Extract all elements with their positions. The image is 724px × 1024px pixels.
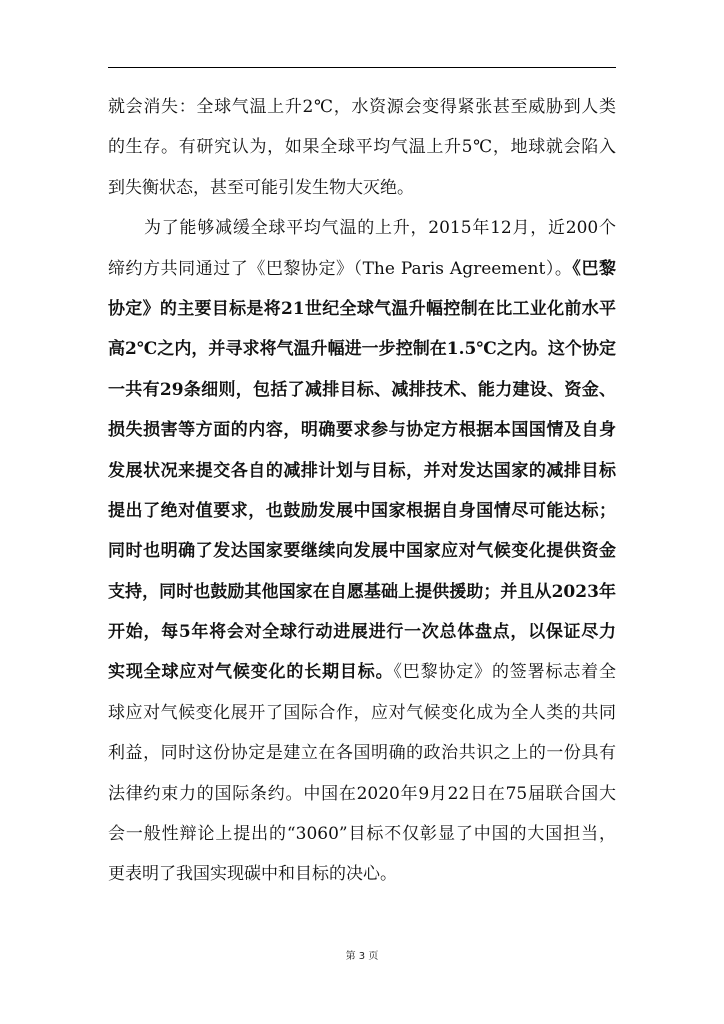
line-text: 一共有29条细则，包括了减排目标、减排技术、能力建设、资金、	[108, 379, 616, 400]
bold-line	[108, 370, 616, 410]
bold-line	[108, 531, 616, 571]
header-rule	[108, 67, 616, 68]
line-text: 高2℃之内，并寻求将气温升幅进一步控制在1.5℃之内。这个协定	[108, 339, 616, 360]
page-number: 第 3 页	[345, 951, 379, 962]
line-text: 球应对气候变化展开了国际合作，应对气候变化成为全人类的共同	[108, 702, 616, 723]
line-text: 提出了绝对值要求，也鼓励发展中国家根据自身国情尽可能达标；	[108, 500, 616, 521]
text-line	[108, 693, 616, 733]
bold-line	[108, 451, 616, 491]
paragraph-first-line	[108, 208, 616, 248]
text-line	[108, 814, 616, 854]
text-line	[108, 774, 616, 814]
line-text: 会一般性辩论上提出的“3060”目标不仅彰显了中国的大国担当，	[108, 824, 616, 845]
line-text: 就会消失：全球气温上升2℃，水资源会变得紧张甚至威胁到人类	[108, 97, 616, 117]
bold-line	[108, 329, 616, 369]
text-line	[108, 127, 616, 167]
bold-line	[108, 289, 616, 329]
line-text: 同时也明确了发达国家要继续向发展中国家应对气候变化提供资金	[108, 541, 616, 562]
text-line	[108, 733, 616, 773]
line-text: 损失损害等方面的内容，明确要求参与协定方根据本国国情及自身	[108, 420, 616, 441]
text-line	[108, 854, 616, 894]
text-line	[108, 168, 616, 208]
bold-line	[108, 410, 616, 450]
line-text: 为了能够减缓全球平均气温的上升，2015年12月，近200个	[144, 218, 616, 239]
bold-line	[108, 612, 616, 652]
bold-line	[108, 572, 616, 612]
bold-text: 《巴黎	[572, 258, 617, 279]
line-text: 发展状况来提交各自的减排计划与目标，并对发达国家的减排目标	[108, 460, 616, 481]
text-line	[108, 652, 616, 692]
line-text: 《巴黎协定》的签署标志着全	[393, 662, 617, 683]
body-text	[108, 87, 616, 895]
line-text: 到失衡状态，甚至可能引发生物大灭绝。	[108, 177, 414, 198]
line-text: 更表明了我国实现碳中和目标的决心。	[108, 864, 397, 885]
line-text: 的生存。有研究认为，如果全球平均气温上升5℃，地球就会陷入	[108, 137, 616, 158]
bold-text: 实现全球应对气候变化的长期目标。	[108, 662, 394, 683]
text-line	[108, 87, 616, 127]
line-text: 利益，同时这份协定是建立在各国明确的政治共识之上的一份具有	[108, 743, 616, 764]
line-text: 缔约方共同通过了《巴黎协定》（The Paris Agreement）。	[108, 258, 573, 279]
bold-line	[108, 491, 616, 531]
line-text: 支持，同时也鼓励其他国家在自愿基础上提供援助；并且从2023年	[108, 581, 616, 602]
text-line	[108, 249, 616, 289]
line-text: 开始，每5年将会对全球行动进展进行一次总体盘点，以保证尽力	[108, 622, 616, 643]
line-text: 协定》的主要目标是将21世纪全球气温升幅控制在比工业化前水平	[108, 298, 616, 319]
line-text: 法律约束力的国际条约。中国在2020年9月22日在75届联合国大	[108, 783, 616, 804]
